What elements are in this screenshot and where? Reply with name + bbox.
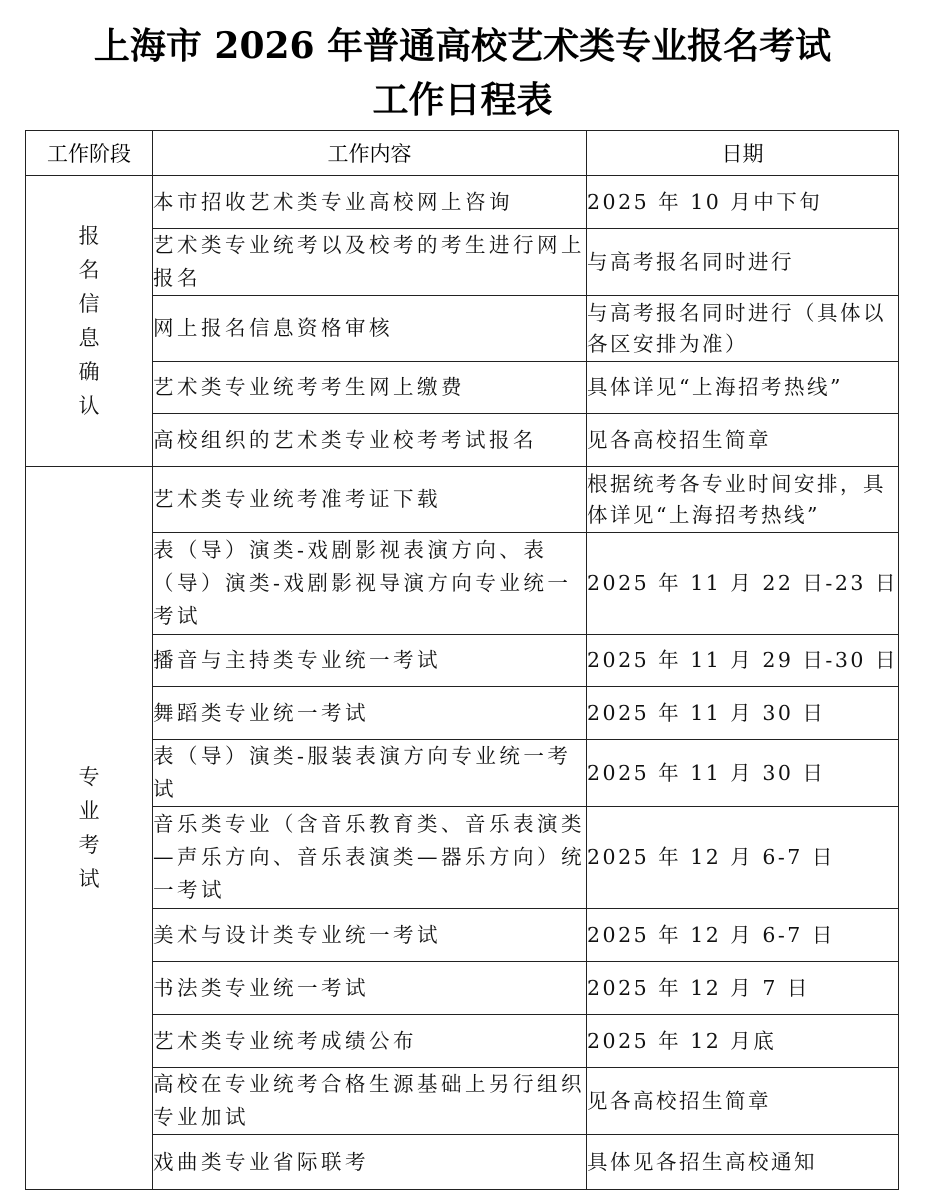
content-cell: 音乐类专业（含音乐教育类、音乐表演类—声乐方向、音乐表演类—器乐方向）统一考试 bbox=[153, 807, 587, 909]
date-cell: 见各高校招生简章 bbox=[587, 414, 899, 467]
content-cell: 戏曲类专业省际联考 bbox=[153, 1135, 587, 1190]
date-cell: 2025 年 11 月 29 日-30 日 bbox=[587, 635, 899, 687]
content-cell: 表（导）演类-戏剧影视表演方向、表（导）演类-戏剧影视导演方向专业统一考试 bbox=[153, 533, 587, 635]
header-content: 工作内容 bbox=[153, 131, 587, 176]
table-row bbox=[26, 687, 899, 740]
date-cell: 2025 年 10 月中下旬 bbox=[587, 176, 899, 229]
date-cell: 见各高校招生简章 bbox=[587, 1068, 899, 1135]
date-cell: 2025 年 11 月 30 日 bbox=[587, 687, 899, 740]
table-row bbox=[26, 635, 899, 687]
table-row bbox=[26, 467, 899, 533]
table-row bbox=[26, 229, 899, 296]
header-date: 日期 bbox=[587, 131, 899, 176]
date-cell: 根据统考各专业时间安排，具体详见“上海招考热线” bbox=[587, 467, 899, 533]
table-row bbox=[26, 807, 899, 909]
table-header-row bbox=[26, 131, 899, 176]
date-cell: 与高考报名同时进行（具体以各区安排为准） bbox=[587, 296, 899, 362]
table-row bbox=[26, 962, 899, 1015]
page-title: 上海市 2026 年普通高校艺术类专业报名考试 bbox=[93, 25, 832, 67]
content-cell: 本市招收艺术类专业高校网上咨询 bbox=[153, 176, 587, 229]
table-row bbox=[26, 1135, 899, 1190]
content-cell: 表（导）演类-服装表演方向专业统一考试 bbox=[153, 740, 587, 807]
table-row bbox=[26, 909, 899, 962]
table-row bbox=[26, 533, 899, 635]
content-cell: 美术与设计类专业统一考试 bbox=[153, 909, 587, 962]
header-stage: 工作阶段 bbox=[26, 131, 153, 176]
content-cell: 艺术类专业统考成绩公布 bbox=[153, 1015, 587, 1068]
date-cell: 2025 年 12 月 7 日 bbox=[587, 962, 899, 1015]
content-cell: 高校组织的艺术类专业校考考试报名 bbox=[153, 414, 587, 467]
schedule-table bbox=[25, 130, 899, 1190]
date-cell: 2025 年 12 月底 bbox=[587, 1015, 899, 1068]
stage-cell-registration bbox=[26, 176, 153, 467]
table-row bbox=[26, 1068, 899, 1135]
table-row bbox=[26, 1015, 899, 1068]
stage-cell-exams bbox=[26, 467, 153, 1190]
stage-label: 专业考试 bbox=[78, 765, 100, 891]
content-cell: 书法类专业统一考试 bbox=[153, 962, 587, 1015]
table-row bbox=[26, 414, 899, 467]
table-row bbox=[26, 740, 899, 807]
date-cell: 2025 年 11 月 22 日-23 日 bbox=[587, 533, 899, 635]
content-cell: 播音与主持类专业统一考试 bbox=[153, 635, 587, 687]
date-cell: 与高考报名同时进行 bbox=[587, 229, 899, 296]
date-cell: 具体详见“上海招考热线” bbox=[587, 362, 899, 414]
date-cell: 具体见各招生高校通知 bbox=[587, 1135, 899, 1190]
stage-label: 报名信息确认 bbox=[78, 224, 100, 418]
date-cell: 2025 年 11 月 30 日 bbox=[587, 740, 899, 807]
content-cell: 艺术类专业统考考生网上缴费 bbox=[153, 362, 587, 414]
content-cell: 舞蹈类专业统一考试 bbox=[153, 687, 587, 740]
table-row bbox=[26, 176, 899, 229]
table-row bbox=[26, 296, 899, 362]
date-cell: 2025 年 12 月 6-7 日 bbox=[587, 807, 899, 909]
date-cell: 2025 年 12 月 6-7 日 bbox=[587, 909, 899, 962]
content-cell: 艺术类专业统考准考证下载 bbox=[153, 467, 587, 533]
table-row bbox=[26, 362, 899, 414]
content-cell: 网上报名信息资格审核 bbox=[153, 296, 587, 362]
content-cell: 高校在专业统考合格生源基础上另行组织专业加试 bbox=[153, 1068, 587, 1135]
page-subtitle: 工作日程表 bbox=[372, 79, 553, 121]
content-cell: 艺术类专业统考以及校考的考生进行网上报名 bbox=[153, 229, 587, 296]
